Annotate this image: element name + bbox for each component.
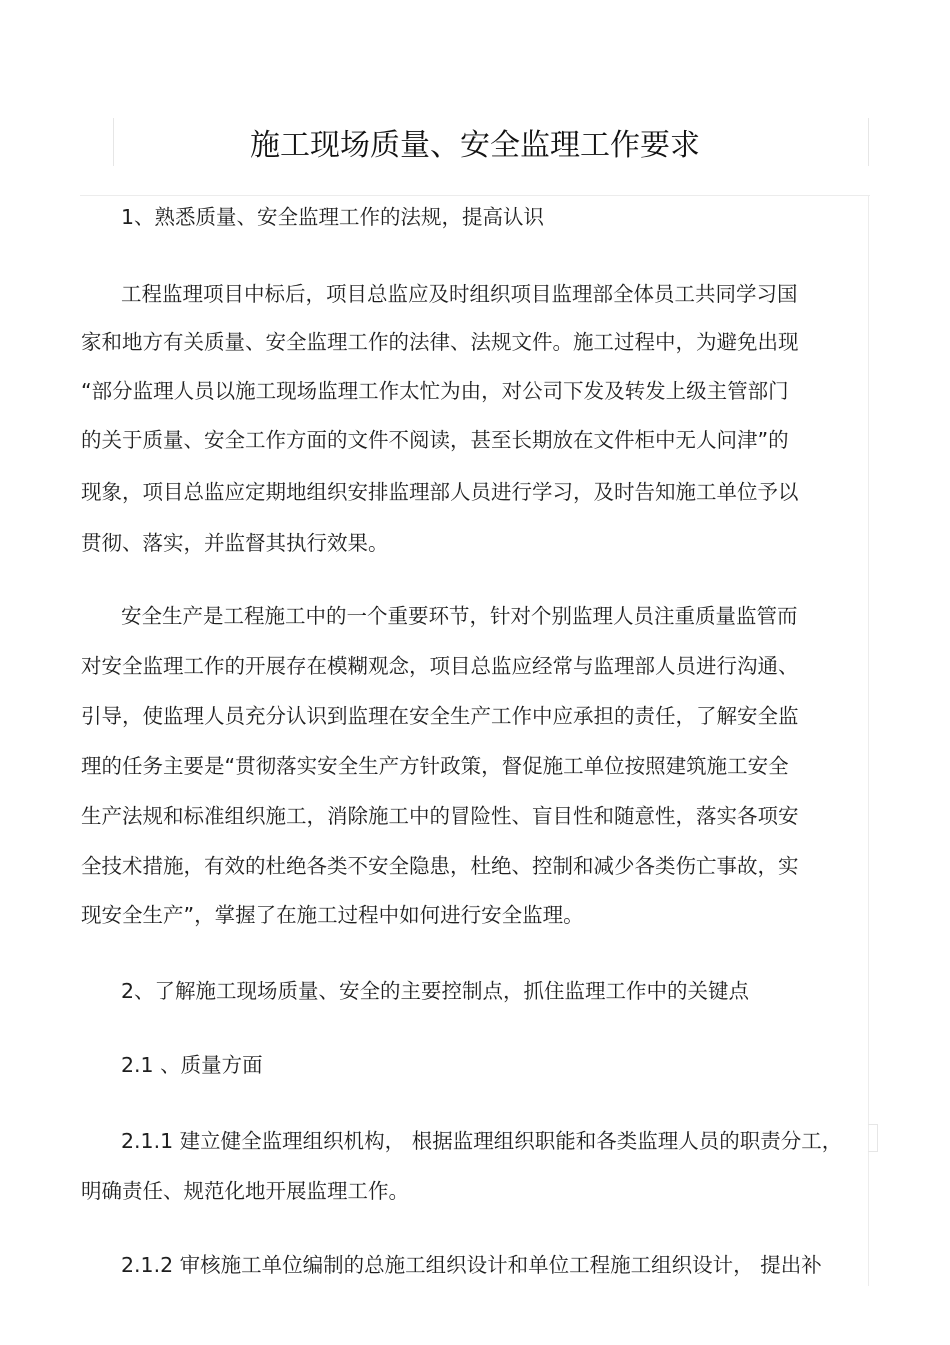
document-title: 施工现场质量、安全监理工作要求 <box>250 128 700 163</box>
frame-rule <box>80 195 870 196</box>
paragraph-line: 明确责任、规范化地开展监理工作。 <box>81 1179 409 1203</box>
frame-notch <box>868 1124 878 1152</box>
paragraph-line: “部分监理人员以施工现场监理工作太忙为由，对公司下发及转发上级主管部门 <box>81 379 789 403</box>
paragraph-line: 2.1.1 建立健全监理组织机构， 根据监理组织职能和各类监理人员的职责分工， <box>121 1129 843 1153</box>
paragraph-line: 对安全监理工作的开展存在模糊观念，项目总监应经常与监理部人员进行沟通、 <box>81 654 799 678</box>
paragraph-line: 家和地方有关质量、安全监理工作的法律、法规文件。施工过程中，为避免出现 <box>81 330 799 354</box>
subheading-2-1: 2.1 、质量方面 <box>121 1053 263 1077</box>
paragraph-line: 生产法规和标准组织施工，消除施工中的冒险性、盲目性和随意性，落实各项安 <box>81 804 799 828</box>
paragraph-line: 2.1.2 审核施工单位编制的总施工组织设计和单位工程施工组织设计， 提出补 <box>121 1253 822 1277</box>
heading-1: 1、熟悉质量、安全监理工作的法规，提高认识 <box>121 205 545 229</box>
paragraph-line: 的关于质量、安全工作方面的文件不阅读，甚至长期放在文件柜中无人问津”的 <box>81 428 789 452</box>
paragraph-line: 贯彻、落实，并监督其执行效果。 <box>81 531 389 555</box>
paragraph-line: 全技术措施，有效的杜绝各类不安全隐患，杜绝、控制和减少各类伤亡事故，实 <box>81 854 799 878</box>
paragraph-line: 现安全生产”，掌握了在施工过程中如何进行安全监理。 <box>81 903 584 927</box>
paragraph-line: 安全生产是工程施工中的一个重要环节，针对个别监理人员注重质量监管而 <box>121 604 798 628</box>
frame-line <box>868 196 869 1286</box>
paragraph-line: 理的任务主要是“贯彻落实安全生产方针政策，督促施工单位按照建筑施工安全 <box>81 754 789 778</box>
paragraph-line: 引导，使监理人员充分认识到监理在安全生产工作中应承担的责任，了解安全监 <box>81 704 799 728</box>
heading-2: 2、了解施工现场质量、安全的主要控制点，抓住监理工作中的关键点 <box>121 979 750 1003</box>
paragraph-line: 工程监理项目中标后，项目总监应及时组织项目监理部全体员工共同学习国 <box>121 282 798 306</box>
paragraph-line: 现象，项目总监应定期地组织安排监理部人员进行学习，及时告知施工单位予以 <box>81 480 799 504</box>
